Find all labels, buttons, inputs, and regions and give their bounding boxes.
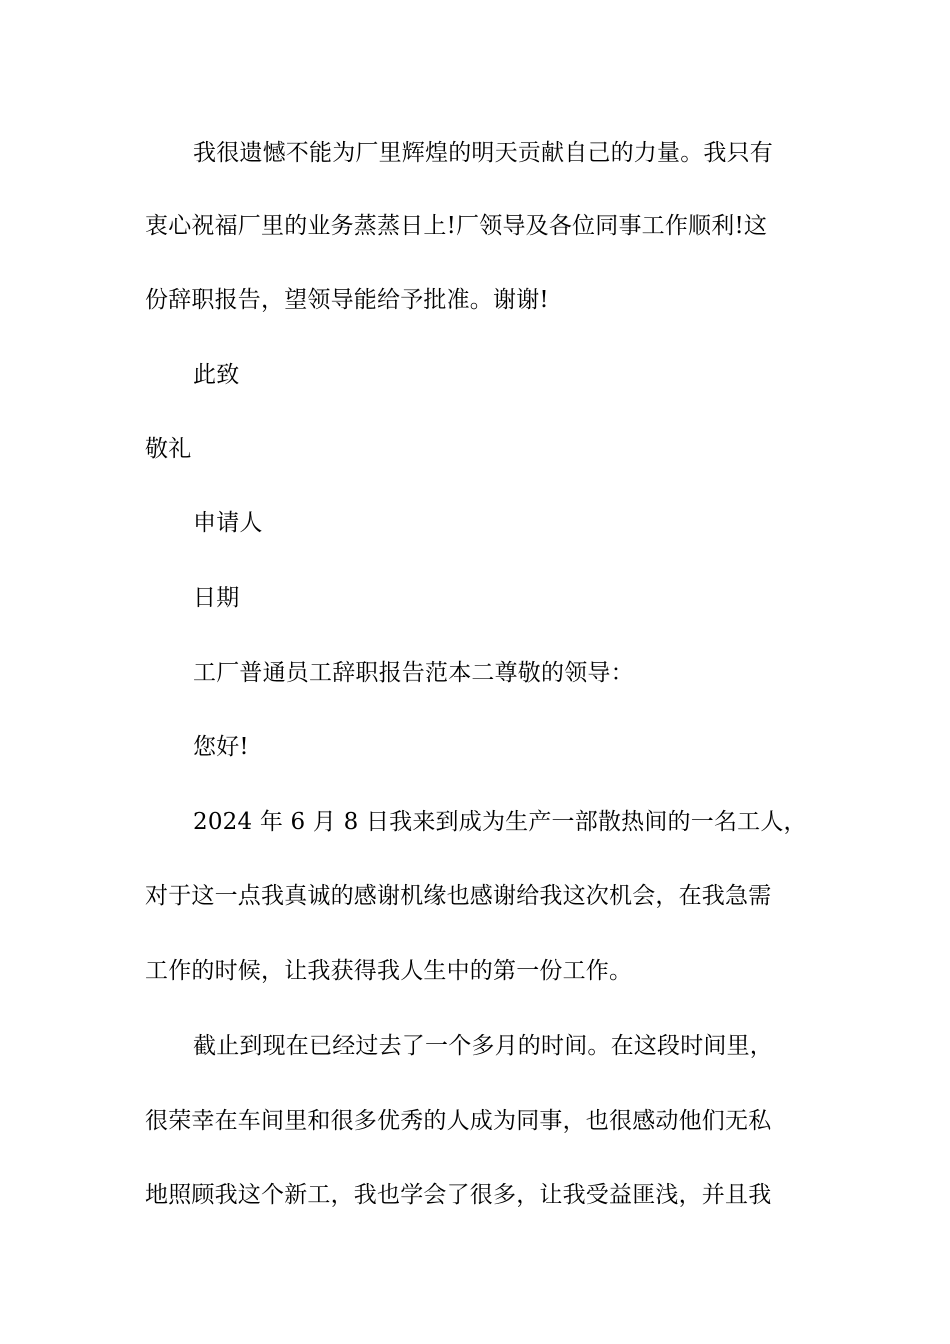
paragraph-line: 对于这一点我真诚的感谢机缘也感谢给我这次机会，在我急需 bbox=[145, 883, 772, 909]
section-heading: 工厂普通员工辞职报告范本二尊敬的领导： bbox=[193, 660, 634, 686]
paragraph-line: 地照顾我这个新工，我也学会了很多，让我受益匪浅，并且我 bbox=[145, 1182, 772, 1208]
paragraph-line: 2024 年 6 月 8 日我来到成为生产一部散热间的一名工人， bbox=[193, 809, 807, 835]
paragraph-line: 我很遗憾不能为厂里辉煌的明天贡献自己的力量。我只有 bbox=[193, 140, 773, 166]
paragraph-line: 截止到现在已经过去了一个多月的时间。在这段时间里， bbox=[193, 1033, 773, 1059]
paragraph-line: 工作的时候，让我获得我人生中的第一份工作。 bbox=[145, 958, 633, 984]
paragraph-line: 份辞职报告，望领导能给予批准。谢谢! bbox=[145, 287, 549, 313]
paragraph-line: 衷心祝福厂里的业务蒸蒸日上!厂领导及各位同事工作顺利!这 bbox=[145, 213, 768, 239]
salutation-line: 敬礼 bbox=[145, 436, 192, 462]
date-label: 日期 bbox=[193, 585, 240, 611]
paragraph-line: 很荣幸在车间里和很多优秀的人成为同事，也很感动他们无私 bbox=[145, 1108, 772, 1134]
greeting-line: 您好! bbox=[193, 734, 249, 760]
closing-line: 此致 bbox=[193, 362, 240, 388]
applicant-label: 申请人 bbox=[193, 510, 263, 536]
